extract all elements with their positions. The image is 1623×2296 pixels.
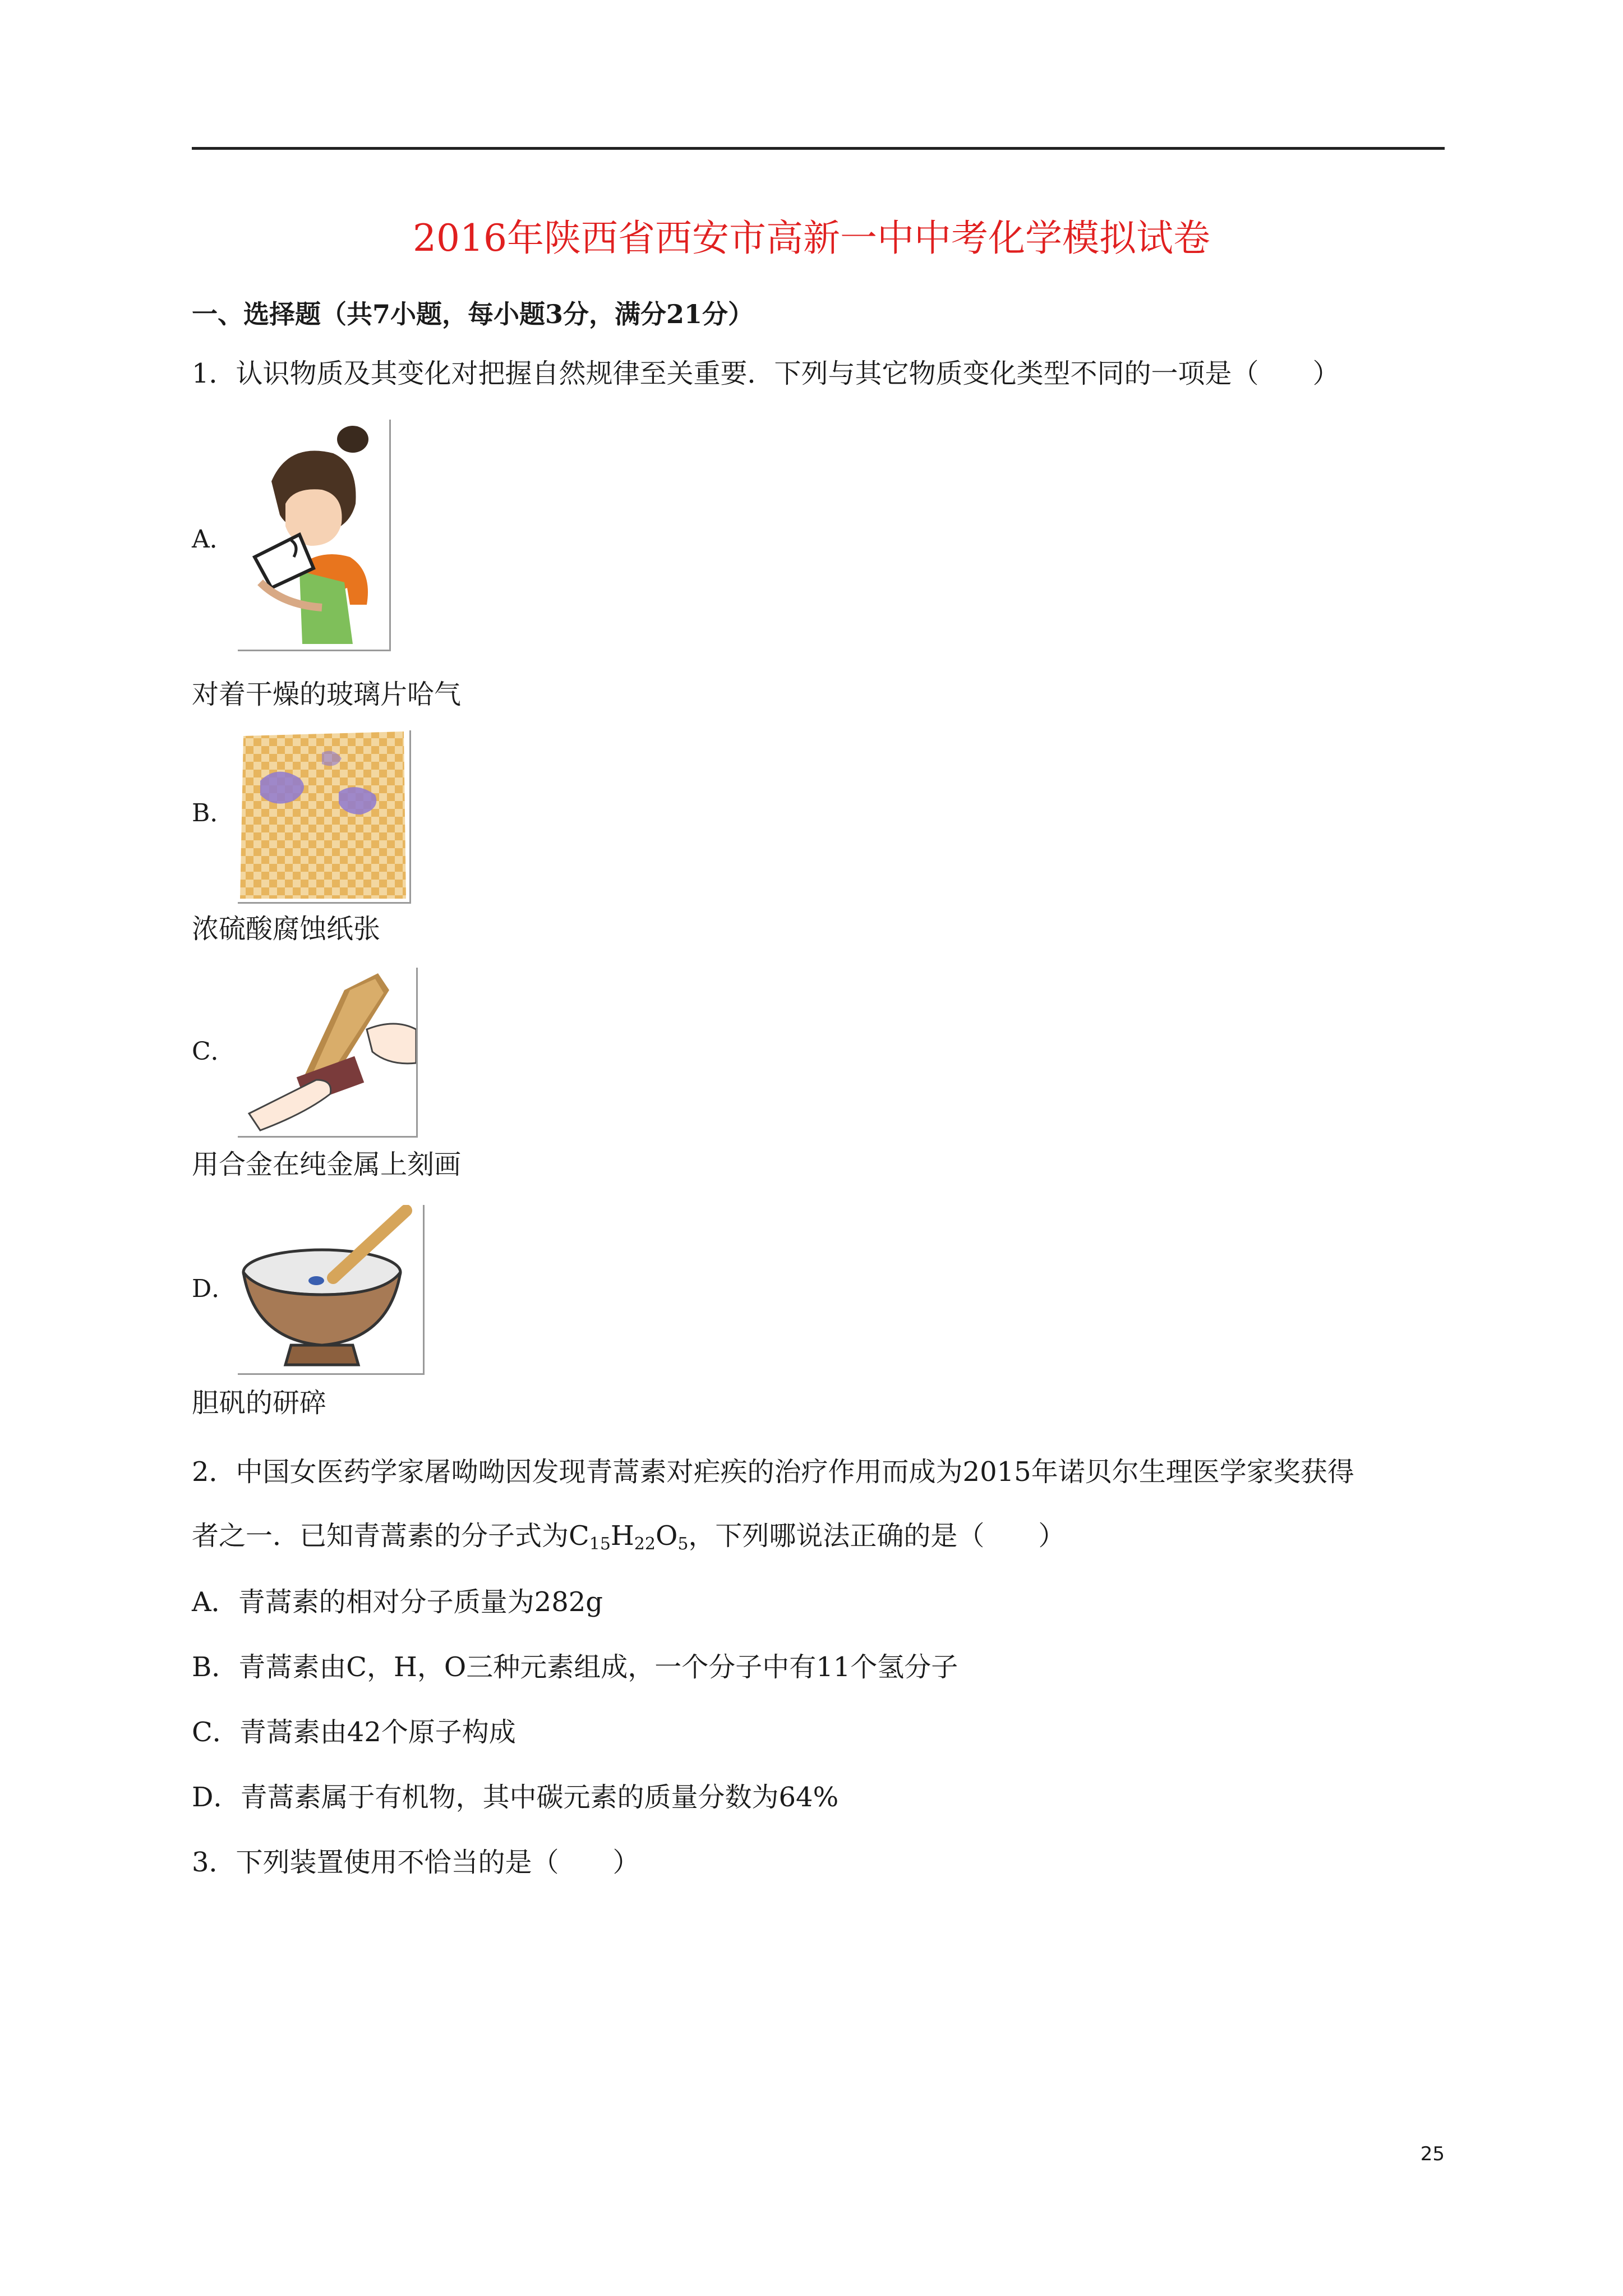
option-a-label: A．: [192, 525, 234, 554]
section-heading: 一、选择题（共7小题，每小题3分，满分21分）: [192, 299, 754, 329]
question-1-stem: 1．认识物质及其变化对把握自然规律至关重要．下列与其它物质变化类型不同的一项是（ ）: [192, 358, 1340, 389]
page-number: 25: [1420, 2143, 1445, 2165]
hands-scratching-metal-illustration: [238, 968, 416, 1136]
option-c-caption: 用合金在纯金属上刻画: [192, 1149, 462, 1180]
option-b-caption: 浓硫酸腐蚀纸张: [192, 913, 381, 945]
option-d-caption: 胆矾的研碎: [192, 1387, 327, 1419]
formula-oxygen: O: [655, 1520, 678, 1552]
option-d-image: [238, 1205, 425, 1375]
formula-hydrogen: H: [610, 1520, 634, 1552]
question-2-stem-line2: [192, 1516, 1065, 1556]
question-2-stem-line1: 2．中国女医药学家屠呦呦因发现青蒿素对疟疾的治疗作用而成为2015年诺贝尔生理医学家奖获得: [192, 1456, 1354, 1488]
option-c-label: C．: [192, 1037, 236, 1066]
question-2-option-c: C．青蒿素由42个原子构成: [192, 1717, 516, 1748]
corroded-paper-grid-illustration: [238, 730, 409, 902]
question-2-stem-suffix: ，下列哪说法正确的是（ ）: [688, 1520, 1066, 1552]
page-title: 2016年陕西省西安市高新一中中考化学模拟试卷: [413, 217, 1210, 260]
girl-breathing-on-glass-illustration: [238, 420, 389, 650]
option-b-image: [238, 730, 411, 904]
option-d-label: D．: [192, 1274, 237, 1303]
option-a-caption: 对着干燥的玻璃片哈气: [192, 679, 462, 710]
option-c-image: [238, 968, 418, 1138]
formula-subscript-hydrogen: 22: [634, 1534, 656, 1554]
question-2-option-b: B．青蒿素由C，H，O三种元素组成，一个分子中有11个氢分子: [192, 1651, 958, 1683]
question-2-stem-prefix: 者之一．已知青蒿素的分子式为C: [192, 1520, 589, 1552]
question-2-option-d: D．青蒿素属于有机物，其中碳元素的质量分数为64%: [192, 1782, 839, 1813]
mortar-and-pestle-illustration: [238, 1205, 423, 1373]
option-a-image: [238, 420, 391, 651]
option-b-label: B．: [192, 799, 235, 827]
formula-subscript-carbon: 15: [589, 1534, 611, 1554]
formula-subscript-oxygen: 5: [677, 1534, 689, 1554]
question-2-option-a: A．青蒿素的相对分子质量为282g: [192, 1586, 603, 1618]
question-3-stem: 3．下列装置使用不恰当的是（ ）: [192, 1847, 640, 1878]
header-rule: [192, 147, 1445, 150]
